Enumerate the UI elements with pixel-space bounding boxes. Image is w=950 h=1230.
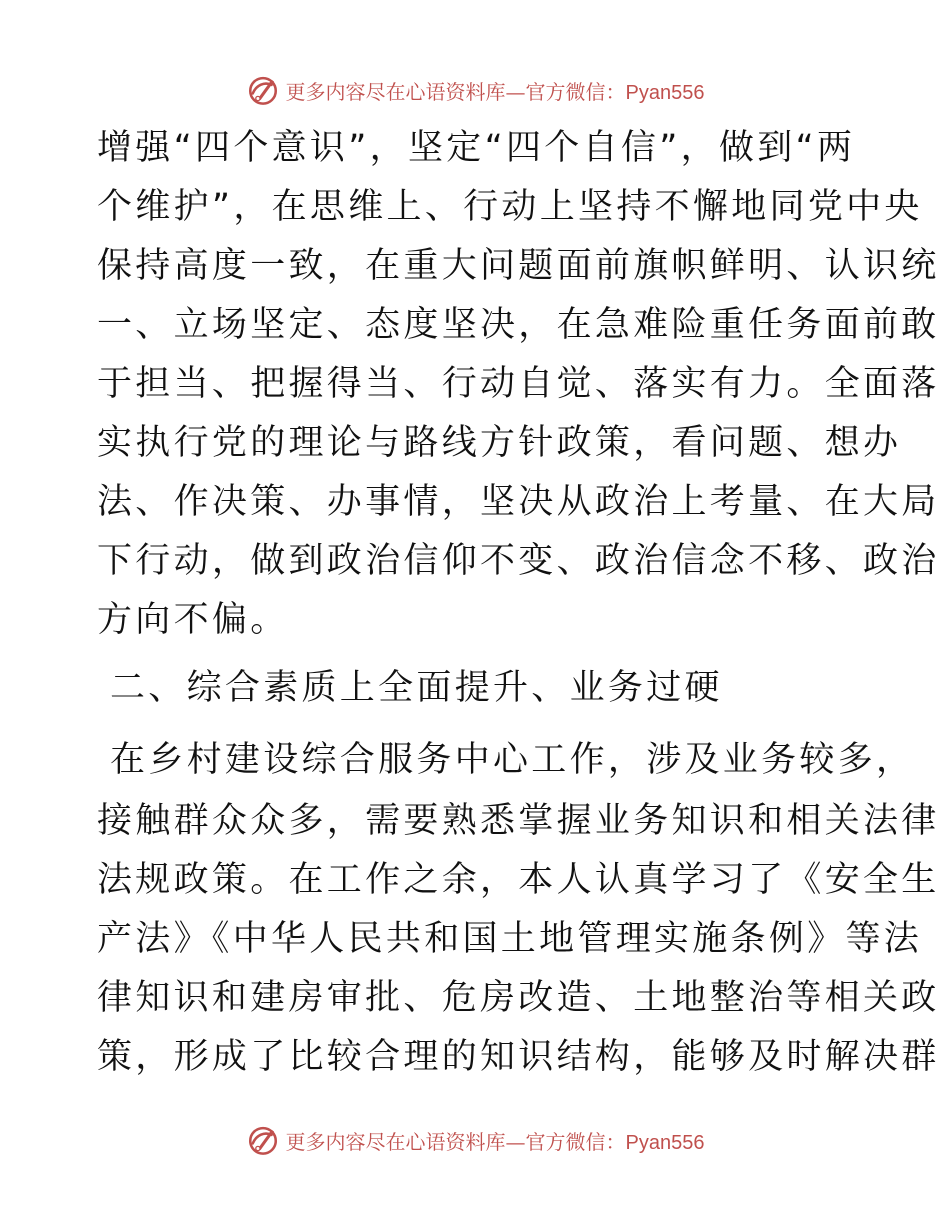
- text-line: 法规政策。在工作之余，本人认真学习了《安全生: [97, 860, 940, 900]
- banner-wechat-id: Pyan556: [625, 1131, 705, 1154]
- paragraph-first-line: 在乡村建设综合服务中心工作，涉及业务较多，: [110, 740, 915, 780]
- banner-label: 更多内容尽在心语资料库—官方微信：: [285, 79, 626, 104]
- section-heading: 二、综合素质上全面提升、业务过硬: [110, 668, 723, 708]
- banner-text: [286, 1126, 705, 1155]
- text-line: 于担当、把握得当、行动自觉、落实有力。全面落: [97, 364, 940, 404]
- footer-banner: [0, 1118, 950, 1162]
- text-line: 一、立场坚定、态度坚决，在急难险重任务面前敢: [97, 305, 940, 345]
- header-banner: [0, 68, 950, 112]
- text-line: 增强“四个意识”，坚定“四个自信”，做到“两: [97, 128, 856, 168]
- text-line: 方向不偏。: [97, 600, 289, 640]
- text-line: 个维护”，在思维上、行动上坚持不懈地同党中央: [97, 187, 923, 227]
- banner-text: [286, 76, 705, 105]
- text-line: 接触群众众多，需要熟悉掌握业务知识和相关法律: [97, 801, 940, 841]
- banner-wechat-id: Pyan556: [625, 81, 705, 104]
- banner-label: 更多内容尽在心语资料库—官方微信：: [285, 1129, 626, 1154]
- text-line: 实执行党的理论与路线方针政策，看问题、想办: [97, 423, 902, 463]
- text-line: 产法》《中华人民共和国土地管理实施条例》等法: [97, 919, 923, 959]
- red-swirl-pen-logo-icon: [246, 1123, 280, 1157]
- text-line: 策，形成了比较合理的知识结构，能够及时解决群: [97, 1037, 940, 1077]
- text-line: 律知识和建房审批、危房改造、土地整治等相关政: [97, 978, 940, 1018]
- text-line: 保持高度一致，在重大问题面前旗帜鲜明、认识统: [97, 246, 940, 286]
- text-line: 法、作决策、办事情，坚决从政治上考量、在大局: [97, 482, 940, 522]
- red-swirl-pen-logo-icon: [246, 73, 280, 107]
- text-line: 下行动，做到政治信仰不变、政治信念不移、政治: [97, 541, 940, 581]
